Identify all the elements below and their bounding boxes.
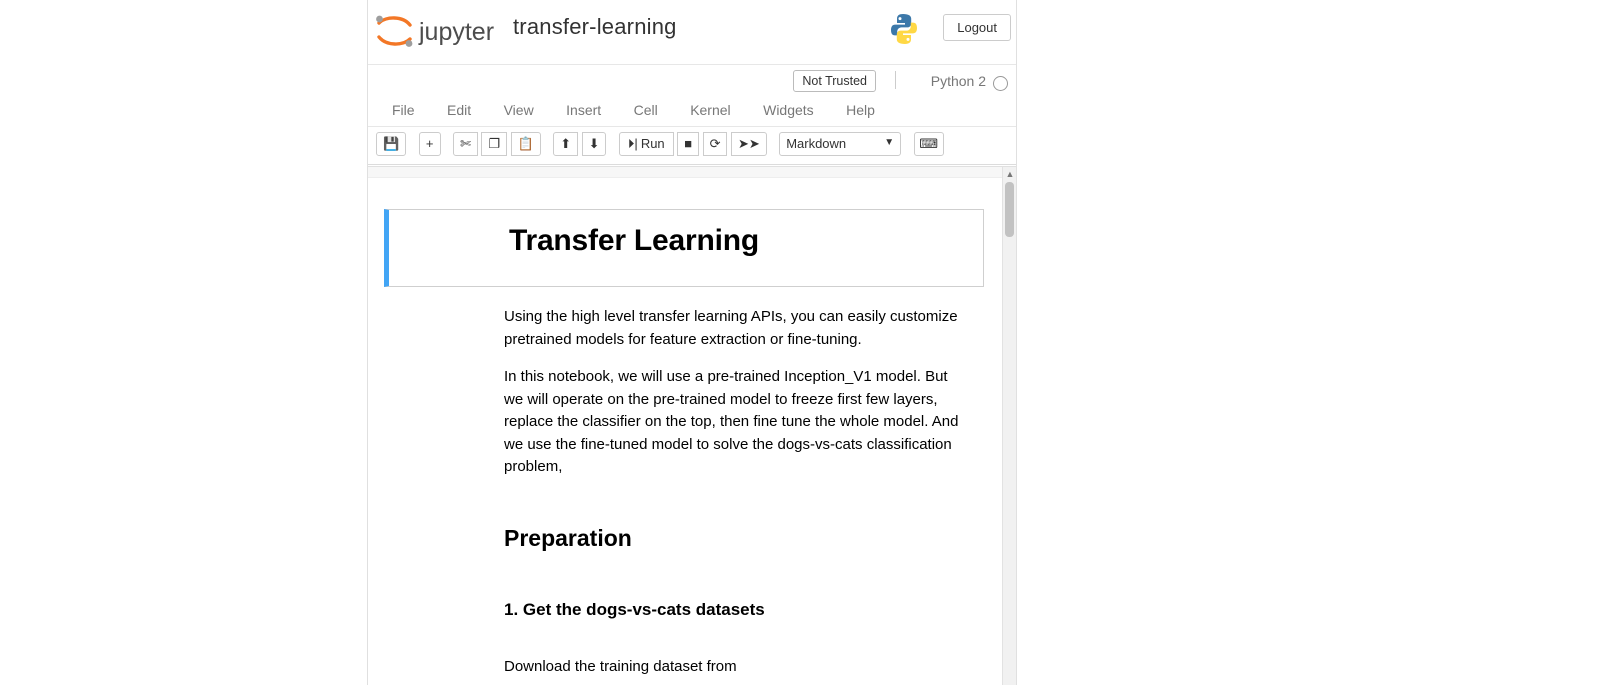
scrollbar-thumb[interactable] xyxy=(1005,182,1014,237)
toolbar-group-run xyxy=(619,132,767,156)
copy-icon[interactable]: ❐ xyxy=(481,132,507,156)
toolbar-group-add xyxy=(419,132,441,156)
svg-text:jupyter: jupyter xyxy=(419,18,495,46)
run-label: Run xyxy=(640,136,665,151)
restart-kernel-icon[interactable]: ⟳ xyxy=(703,132,728,156)
save-icon[interactable]: 💾 xyxy=(376,132,406,156)
menu-item-widgets[interactable]: Widgets xyxy=(763,102,814,118)
jupyter-logo[interactable] xyxy=(373,12,505,52)
cell-content xyxy=(392,306,976,479)
jupyter-notebook-app xyxy=(367,0,1017,685)
toolbar-group-save xyxy=(376,132,406,156)
menu-item-kernel[interactable]: Kernel xyxy=(690,102,731,118)
notebook-cell-markdown-title[interactable] xyxy=(384,209,984,287)
heading-preparation: Preparation xyxy=(504,524,632,551)
paragraph-download: Download the training dataset from xyxy=(504,657,737,675)
run-cell-button[interactable] xyxy=(619,132,674,156)
notebook-header xyxy=(368,0,1016,65)
menu-item-view[interactable]: View xyxy=(503,102,534,118)
cell-content xyxy=(397,216,975,258)
notebook-top-shade xyxy=(368,167,1016,178)
notebook-toolbar xyxy=(368,127,1016,165)
logout-button[interactable]: Logout xyxy=(943,14,1011,41)
menu-item-help[interactable]: Help xyxy=(846,102,875,118)
kernel-idle-indicator-icon xyxy=(993,76,1008,91)
paragraph-inception: In this notebook, we will use a pre-trained Inception_V1 model. But we will operate on the pre-trained model to freeze first few layers, replace the classifier on the top, then fine tune the whole model. And we use the fine-tuned model to solve the dogs-vs-cats classification problem, xyxy=(504,368,959,475)
notebook-cell-markdown-download[interactable] xyxy=(384,650,984,685)
kernel-name-label: Python 2 xyxy=(930,73,986,89)
notebook-status-row xyxy=(368,65,1016,97)
menu-item-cell[interactable]: Cell xyxy=(633,102,658,118)
divider xyxy=(895,71,896,89)
cell-type-select[interactable] xyxy=(779,132,901,156)
notebook-scroll-region xyxy=(368,166,1016,685)
cut-icon[interactable]: ✄ xyxy=(453,132,478,156)
cell-content xyxy=(392,600,976,620)
toolbar-group-move xyxy=(553,132,606,156)
menu-item-insert[interactable]: Insert xyxy=(566,102,602,118)
trust-notebook-button[interactable]: Not Trusted xyxy=(793,70,876,92)
notebook-name[interactable]: transfer-learning xyxy=(513,14,677,39)
heading-get-dogs-vs-cats-datasets: 1. Get the dogs-vs-cats datasets xyxy=(504,599,765,619)
cell-content xyxy=(392,656,976,679)
toolbar-group-clipboard xyxy=(453,132,541,156)
move-cell-down-icon[interactable]: ⬇ xyxy=(582,132,607,156)
paste-icon[interactable]: 📋 xyxy=(511,132,541,156)
python-logo xyxy=(887,12,921,46)
run-icon: ⏵| xyxy=(627,136,638,151)
heading-transfer-learning: Transfer Learning xyxy=(509,224,760,257)
notebook-cell-markdown-intro[interactable] xyxy=(384,300,984,485)
paragraph-apis: Using the high level transfer learning APIs, you can easily customize pretrained models for feature extraction or fine-tuning. xyxy=(504,308,958,348)
restart-and-run-all-icon[interactable]: ➤➤ xyxy=(731,132,767,156)
command-palette-keyboard-icon[interactable]: ⌨ xyxy=(914,132,944,156)
notebook-cell-markdown-get-datasets[interactable] xyxy=(384,594,984,626)
menu-bar xyxy=(368,97,1016,127)
chevron-down-icon: ▼ xyxy=(884,137,895,148)
scroll-up-arrow-icon[interactable]: ▲ xyxy=(1005,169,1015,179)
menu-item-edit[interactable]: Edit xyxy=(447,102,472,118)
notebook-cells-container xyxy=(368,178,1002,685)
interrupt-kernel-icon[interactable]: ■ xyxy=(677,132,699,156)
insert-cell-below-icon[interactable]: + xyxy=(419,132,441,156)
cell-content xyxy=(392,525,976,552)
cell-type-value: Markdown xyxy=(786,136,847,151)
vertical-scrollbar[interactable] xyxy=(1002,167,1016,685)
move-cell-up-icon[interactable]: ⬆ xyxy=(553,132,578,156)
notebook-cell-markdown-preparation[interactable] xyxy=(384,519,984,558)
menu-item-file[interactable]: File xyxy=(392,102,415,118)
